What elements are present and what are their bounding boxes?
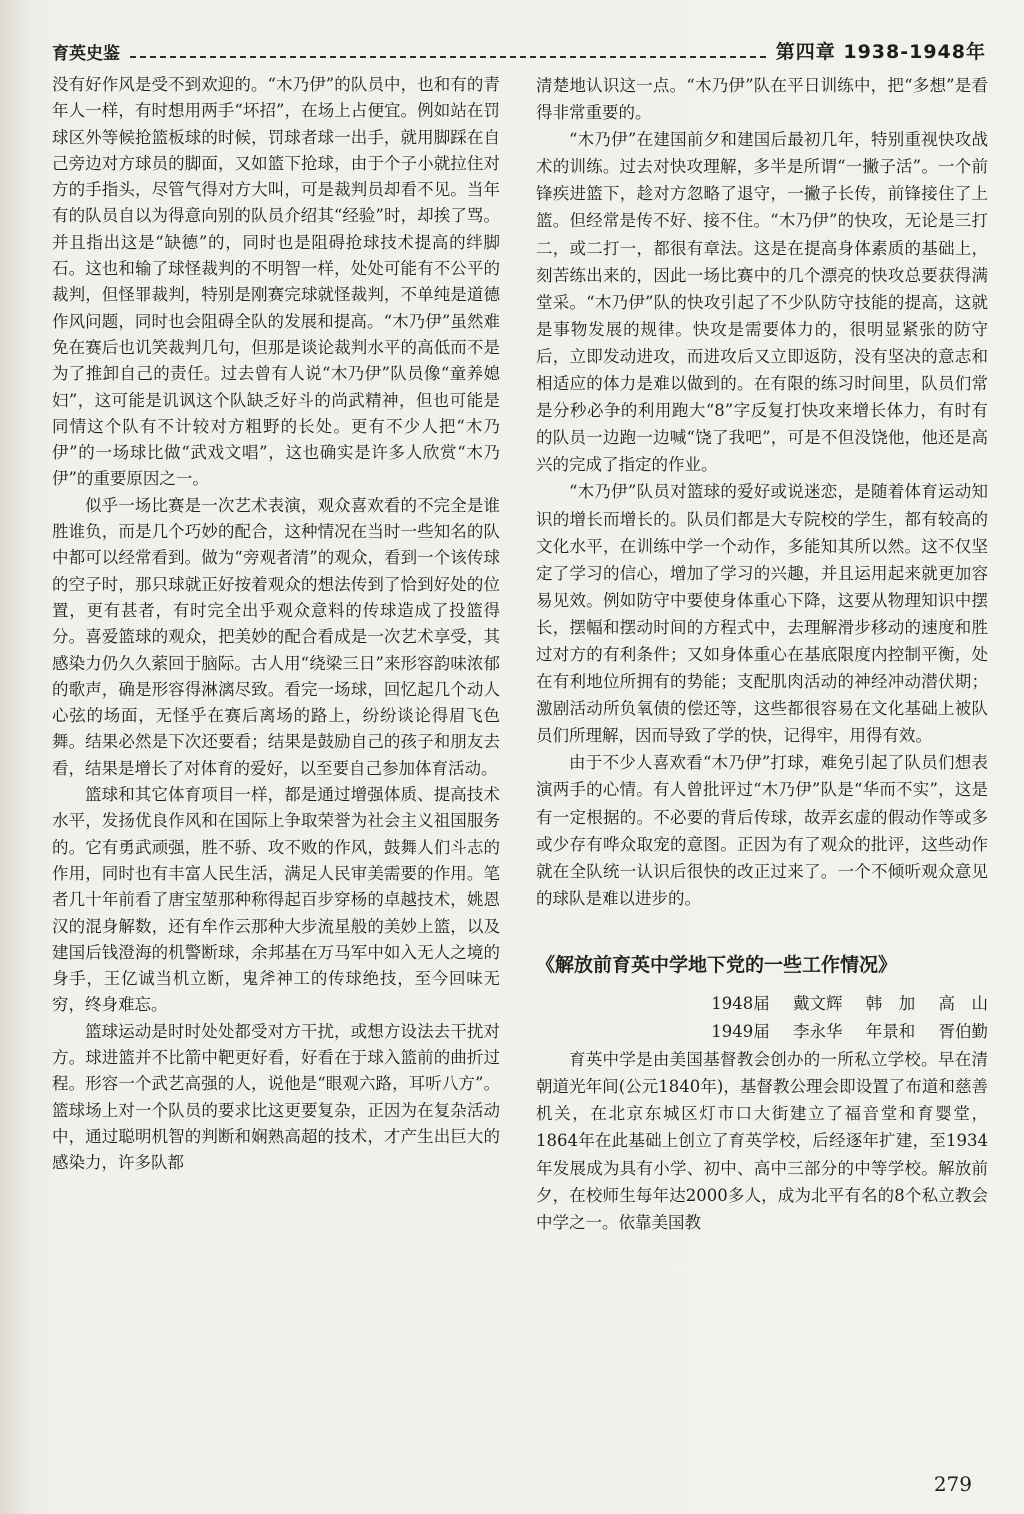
book-title: 育英史鉴 <box>52 44 120 64</box>
author-name: 年景和 <box>865 1022 916 1042</box>
author-byline <box>536 1018 988 1046</box>
paragraph: 似乎一场比赛是一次艺术表演，观众喜欢看的不完全是谁胜谁负，而是几个巧妙的配合，这种情况在当时一些知名的队中都可以经常看到。做为“旁观者清”的观众，看到一个该传球的空子时，那只球就正好按着观众的想法传到了恰到好处的位置，更有甚者，有时完全出乎观众意料的传球造成了投篮得分。喜爱篮球的观众，把美妙的配合看成是一次艺术享受，其感染力仍久久萦回于脑际。古人用“绕梁三日”来形容韵味浓郁的歌声，确是形容得淋漓尽致。看完一场球，回忆起几个动人心弦的场面，无怪乎在赛后离场的路上，纷纷谈论得眉飞色舞。结果必然是下次还要看；结果是鼓励自己的孩子和朋友去看，结果是增长了对体育的爱好，以至要自己参加体育活动。 <box>52 495 500 778</box>
right-column <box>536 72 988 1236</box>
chapter-title: 第四章 1938-1948年 <box>775 41 986 63</box>
author-name: 韩 加 <box>865 994 916 1014</box>
author-name: 李永华 <box>793 1022 843 1042</box>
paragraph: 篮球运动是时时处处都受对方干扰，或想方设法去干扰对方。球进篮并不比箭中靶更好看，好看在于球入篮前的曲折过程。形容一个武艺高强的人，说他是“眼观六路，耳听八方”。篮球场上对一个队员的要求比这更要复杂，正因为在复杂活动中，通过聪明机智的判断和娴熟高超的技术，才产生出巨大的感染力，许多队都 <box>52 1021 500 1173</box>
paragraph: “木乃伊”队员对篮球的爱好或说迷恋，是随着体育运动知识的增长而增长的。队员们都是大专院校的学生，都有较高的文化水平，在训练中学一个动作，多能知其所以然。这不仅坚定了学习的信心，增加了学习的兴趣，并且运用起来就更加容易见效。例如防守中要使身体重心下降，这要从物理知识中摆长，摆幅和摆动时间的方程式中，去理解滑步移动的速度和胜过对方的有利条件；又如身体重心在基底限度内控制平衡，处在有利地位所拥有的势能；支配肌肉活动的神经冲动潜伏期；激剧活动所负氧债的偿还等，这些都很容易在文化基础上被队员们所理解，因而导致了学的快，记得牢，用得有效。 <box>536 482 988 746</box>
running-header <box>52 30 986 64</box>
author-name: 高 山 <box>938 994 988 1014</box>
author-byline <box>536 990 988 1018</box>
author-name: 胥伯勤 <box>938 1022 988 1042</box>
header-dashed-rule <box>130 56 766 58</box>
paragraph: “木乃伊”在建国前夕和建国后最初几年，特别重视快攻战术的训练。过去对快攻理解，多半是所谓“一撇子活”。一个前锋疾进篮下，趁对方忽略了退守，一撇子长传，前锋接住了上篮。但经常是传不好、接不住。“木乃伊”的快攻，无论是三打二，或二打一，都很有章法。这是在提高身体素质的基础上，刻苦练出来的，因此一场比赛中的几个漂亮的快攻总要获得满堂采。“木乃伊”队的快攻引起了不少队防守技能的提高，这就是事物发展的规律。快攻是需要体力的，很明显紧张的防守后，立即发动进攻，而进攻后又立即返防，没有坚决的意志和相适应的体力是难以做到的。在有限的练习时间里，队员们常是分秒必争的利用跑大“8”字反复打快攻来增长体力，有时有的队员一边跑一边喊“饶了我吧”，可是不但没饶他，他还是高兴的完成了指定的作业。 <box>536 130 988 475</box>
page-number: 279 <box>933 1472 972 1496</box>
left-column <box>52 72 500 1176</box>
author-name: 戴文辉 <box>793 994 843 1014</box>
article-title: 《解放前育英中学地下党的一些工作情况》 <box>536 953 898 976</box>
paragraph: 由于不少人喜欢看“木乃伊”打球，难免引起了队员们想表演两手的心情。有人曾批评过“木乃伊”队是“华而不实”，这是有一定根据的。不必要的背后传球，故弄玄虚的假动作等或多或少存有哗众取宠的意图。正因为有了观众的批评，这些动作就在全队统一认识后很快的改正过来了。一个不倾听观众意见的球队是难以进步的。 <box>536 753 988 908</box>
paragraph: 篮球和其它体育项目一样，都是通过增强体质、提高技术水平，发扬优良作风和在国际上争取荣誉为社会主义祖国服务的。它有勇武顽强，胜不骄、攻不败的作风，鼓舞人们斗志的作用，同时也有丰富人民生活，满足人民审美需要的作用。笔者几十年前看了唐宝堃那种称得起百步穿杨的卓越技术，姚恩汉的混身解数，还有牟作云那种大步流星般的美妙上篮，以及建国后钱澄海的机警断球，余邦基在万马军中如入无人之境的身手，王亿诚当机立断，鬼斧神工的传球绝技，至今回味无穷，终身难忘。 <box>52 785 500 1015</box>
paragraph: 育英中学是由美国基督教会创办的一所私立学校。早在清朝道光年间(公元1840年)，基督教公理会即设置了布道和慈善机关，在北京东城区灯市口大街建立了福音堂和育婴堂，1864年在此基础上创立了育英学校，后经逐年扩建，至1934年发展成为具有小学、初中、高中三部分的中等学校。解放前夕，在校师生每年达2000多人，成为北平有名的8个私立教会中学之一。依靠美国教 <box>536 1050 988 1232</box>
byline-class: 1949届 <box>711 1022 770 1042</box>
paragraph: 清楚地认识这一点。“木乃伊”队在平日训练中，把“多想”是看得非常重要的。 <box>536 76 988 123</box>
paragraph: 没有好作风是受不到欢迎的。“木乃伊”的队员中，也和有的青年人一样，有时想用两手“坏招”，在场上占便宜。例如站在罚球区外等候抢篮板球的时候，罚球者球一出手，就用脚踩在自己旁边对方球员的脚面，又如篮下抢球，由于个子小就拉住对方的手指头，尽管气得对方大叫，可是裁判员却看不见。当年有的队员自以为得意向别的队员介绍其“经验”时，却挨了骂。并且指出这是“缺德”的，同时也是阻碍抢球技术提高的绊脚石。这也和输了球怪裁判的不明智一样，处处可能有不公平的裁判，但怪罪裁判，特别是刚赛完球就怪裁判，不单纯是道德作风问题，同时也会阻碍全队的发展和提高。“木乃伊”虽然难免在赛后也讥笑裁判几句，但那是谈论裁判水平的高低而不是为了推卸自己的责任。过去曾有人说“木乃伊”队员像“童养媳妇”，这可能是讥讽这个队缺乏好斗的尚武精神，但也可能是同情这个队有不计较对方粗野的长处。更有不少人把“木乃伊”的一场球比做“武戏文唱”，这也确实是许多人欣赏“木乃伊”的重要原因之一。 <box>52 75 500 489</box>
byline-class: 1948届 <box>711 994 770 1014</box>
